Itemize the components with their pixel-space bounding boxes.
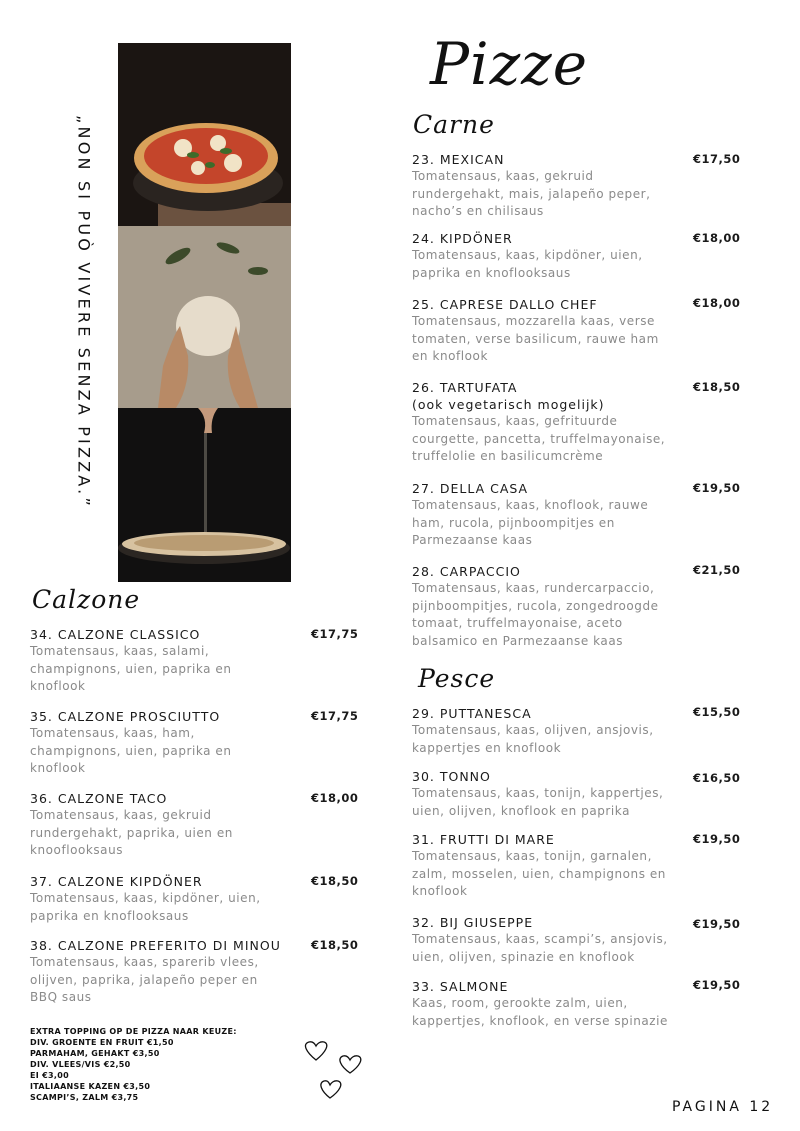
item-description: Tomatensaus, kaas, gekruid rundergehakt, mais, jalapeño peper, nacho’s en chilisaus <box>412 169 651 218</box>
extras-line: DIV. GROENTE EN FRUIT €1,50 <box>30 1038 174 1047</box>
hearts-icon <box>300 1040 370 1102</box>
item-price: €18,00 <box>693 231 741 245</box>
item-name: 31. FRUTTI DI MARE <box>412 832 555 847</box>
page-number: PAGINA 12 <box>672 1099 774 1115</box>
menu-item <box>30 937 300 1007</box>
item-name: 33. SALMONE <box>412 979 509 994</box>
extras-line: ITALIAANSE KAZEN €3,50 <box>30 1082 151 1091</box>
item-name: 29. PUTTANESCA <box>412 706 532 721</box>
item-price: €19,50 <box>693 978 741 992</box>
extra-toppings <box>30 1026 237 1103</box>
item-name: 24. KIPDÖNER <box>412 231 513 246</box>
item-price: €18,50 <box>311 874 359 888</box>
extras-line: SCAMPI’S, ZALM €3,75 <box>30 1093 139 1102</box>
menu-item <box>412 768 682 820</box>
pizza-quote: „NON SI PUÒ VIVERE SENZA PIZZA.” <box>74 115 94 509</box>
section-title-pesce: Pesce <box>418 664 496 693</box>
item-description: Tomatensaus, kaas, ham, champignons, uien, paprika en knoflook <box>30 726 232 775</box>
item-description: Tomatensaus, kaas, scampi’s, ansjovis, uien, olijven, spinazie en knoflook <box>412 932 668 964</box>
item-name: 34. CALZONE CLASSICO <box>30 627 201 642</box>
pizza-photo-bottom <box>118 408 291 582</box>
item-name: 36. CALZONE TACO <box>30 791 168 806</box>
menu-item <box>30 626 270 696</box>
item-price: €18,00 <box>693 296 741 310</box>
item-description: Tomatensaus, kaas, tonijn, garnalen, zalm, mosselen, uien, champignons en knoflook <box>412 849 666 898</box>
menu-item <box>412 296 682 366</box>
item-name: 28. CARPACCIO <box>412 564 521 579</box>
item-description: Tomatensaus, kaas, sparerib vlees, olijven, paprika, jalapeño peper en BBQ saus <box>30 955 259 1004</box>
item-price: €18,00 <box>311 791 359 805</box>
menu-item <box>30 708 270 778</box>
menu-item <box>412 914 682 966</box>
item-name: 23. MEXICAN <box>412 152 505 167</box>
menu-item <box>412 480 682 550</box>
menu-item <box>412 151 682 221</box>
item-description: Tomatensaus, kaas, gefrituurde courgette, pancetta, truffelmayonaise, truffelolie en basilicumcrème <box>412 414 666 463</box>
item-price: €18,50 <box>693 380 741 394</box>
extras-line: DIV. VLEES/VIS €2,50 <box>30 1060 131 1069</box>
item-description: Tomatensaus, mozzarella kaas, verse tomaten, verse basilicum, rauwe ham en knoflook <box>412 314 659 363</box>
item-price: €19,50 <box>693 917 741 931</box>
item-price: €19,50 <box>693 832 741 846</box>
item-price: €17,75 <box>311 627 359 641</box>
item-description: Kaas, room, gerookte zalm, uien, kappertjes, knoflook, en verse spinazie <box>412 996 668 1028</box>
extras-line: EI €3,00 <box>30 1071 69 1080</box>
item-description: Tomatensaus, kaas, tonijn, kappertjes, uien, olijven, knoflook en paprika <box>412 786 664 818</box>
section-title-carne: Carne <box>413 110 495 139</box>
menu-item <box>412 831 682 901</box>
item-name: 30. TONNO <box>412 769 491 784</box>
item-description: Tomatensaus, kaas, rundercarpaccio, pijnboompitjes, rucola, zongedroogde tomaat, truffelmayonaise, aceto balsamico en Parmezaanse kaas <box>412 581 659 648</box>
item-description: Tomatensaus, kaas, gekruid rundergehakt, paprika, uien en knooflooksaus <box>30 808 233 857</box>
item-price: €15,50 <box>693 705 741 719</box>
menu-item <box>412 978 682 1030</box>
item-price: €21,50 <box>693 563 741 577</box>
item-description: Tomatensaus, kaas, olijven, ansjovis, kappertjes en knoflook <box>412 723 654 755</box>
item-name: 32. BIJ GIUSEPPE <box>412 915 534 930</box>
pizza-photo-top <box>118 43 291 226</box>
menu-item <box>30 790 270 860</box>
item-price: €17,50 <box>693 152 741 166</box>
page-title: Pizze <box>430 30 589 98</box>
menu-item <box>30 873 270 925</box>
menu-item <box>412 563 682 650</box>
item-price: €19,50 <box>693 481 741 495</box>
item-price: €16,50 <box>693 771 741 785</box>
menu-item <box>412 230 682 282</box>
menu-item <box>412 705 682 757</box>
item-name: 35. CALZONE PROSCIUTTO <box>30 709 221 724</box>
item-description: Tomatensaus, kaas, knoflook, rauwe ham, rucola, pijnboompitjes en Parmezaanse kaas <box>412 498 649 547</box>
menu-item <box>412 379 682 466</box>
item-description: Tomatensaus, kaas, kipdöner, uien, paprika en knoflooksaus <box>30 891 261 923</box>
section-title-calzone: Calzone <box>32 585 141 614</box>
item-name: 37. CALZONE KIPDÖNER <box>30 874 203 889</box>
item-name: 25. CAPRESE DALLO CHEF <box>412 297 598 312</box>
item-name: 27. DELLA CASA <box>412 481 529 496</box>
extras-line: PARMAHAM, GEHAKT €3,50 <box>30 1049 160 1058</box>
item-name: 38. CALZONE PREFERITO DI MINOU <box>30 938 281 953</box>
item-price: €17,75 <box>311 709 359 723</box>
item-name: 26. TARTUFATA <box>412 380 518 395</box>
item-description: Tomatensaus, kaas, salami, champignons, uien, paprika en knoflook <box>30 644 232 693</box>
item-price: €18,50 <box>311 938 359 952</box>
item-description: Tomatensaus, kaas, kipdöner, uien, paprika en knoflooksaus <box>412 248 643 280</box>
extras-heading: EXTRA TOPPING OP DE PIZZA NAAR KEUZE: <box>30 1027 237 1036</box>
item-note: (ook vegetarisch mogelijk) <box>412 397 605 412</box>
dough-photo <box>118 226 291 408</box>
